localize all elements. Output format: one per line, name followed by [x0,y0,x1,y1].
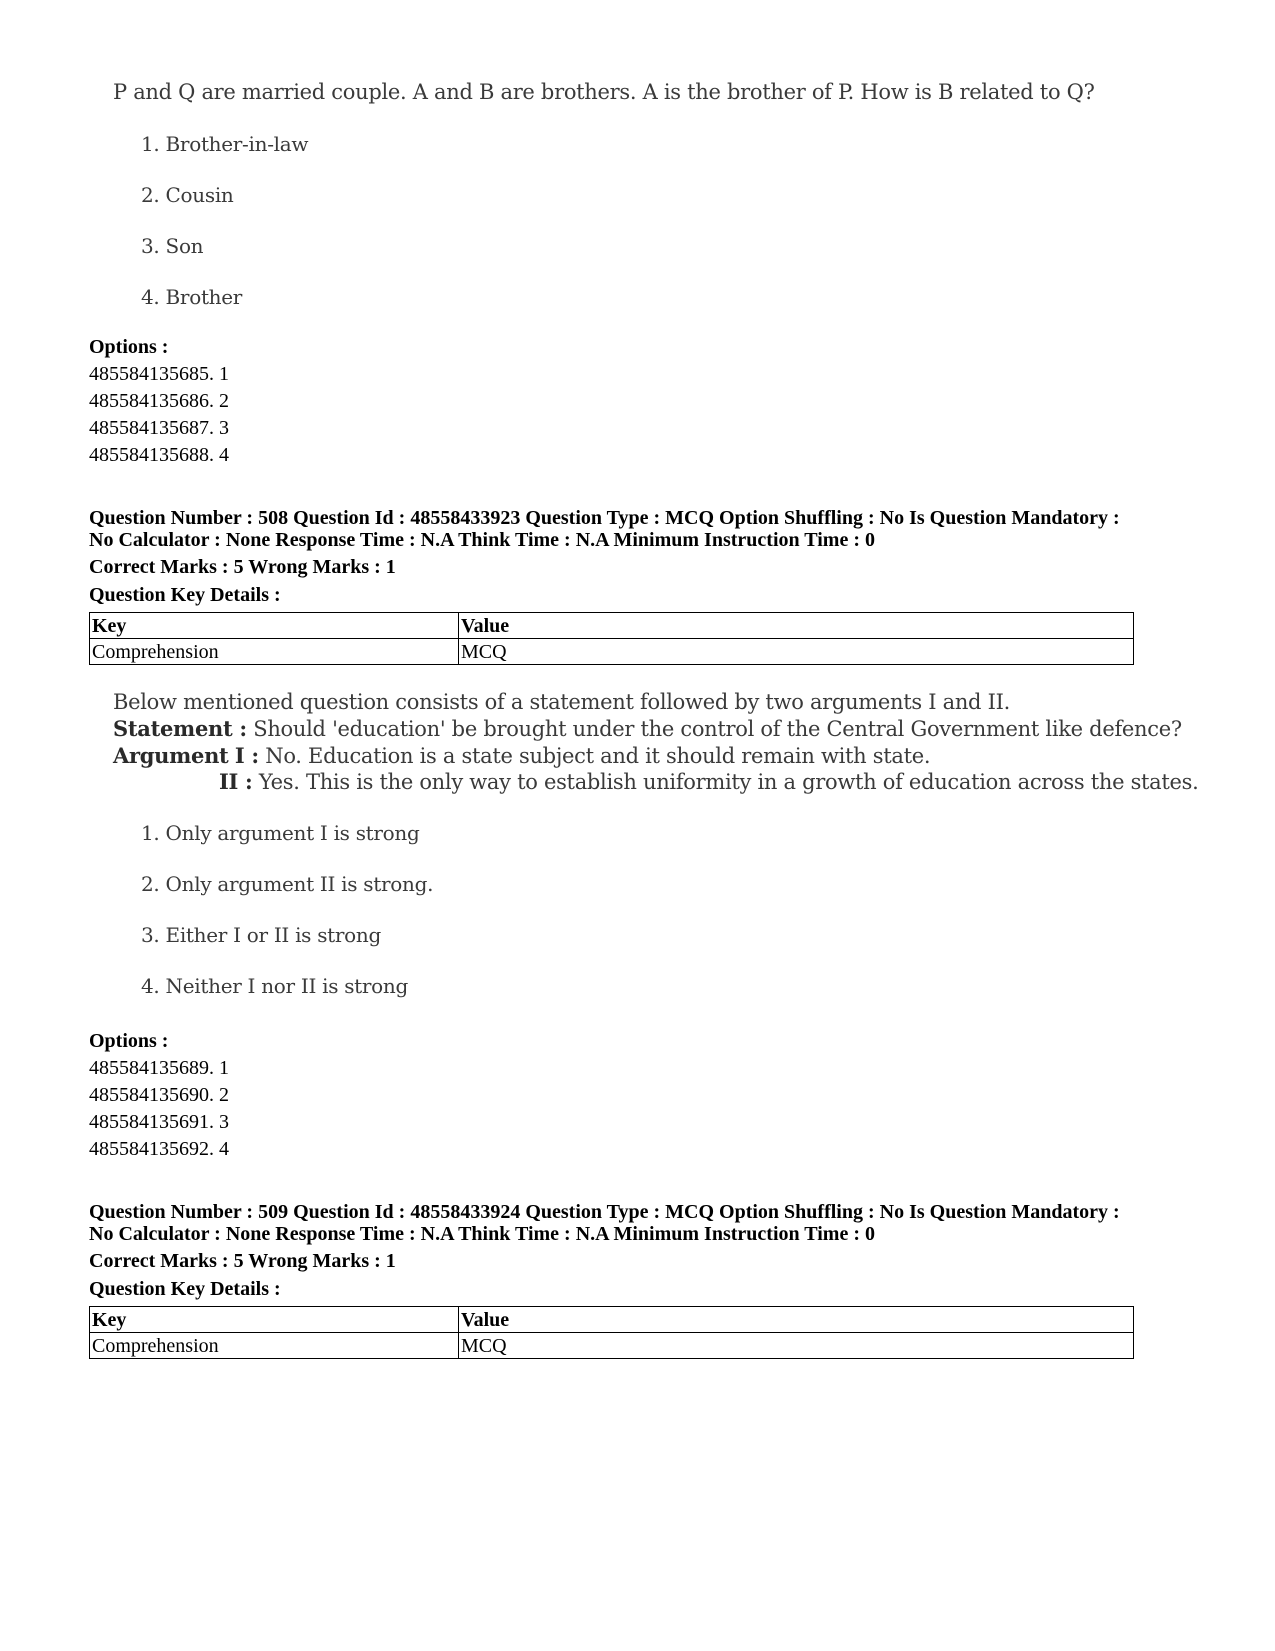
table-header-key: Key [90,1307,459,1333]
option-id: 485584135687. 3 [89,417,229,439]
table-cell-key: Comprehension [90,639,459,665]
statement-label: Statement : [113,716,247,741]
question-statement [113,716,1182,741]
question-meta-line-1: Question Number : 508 Question Id : 48558433923 Question Type : MCQ Option Shuffling : No Is Question Mandatory : [89,507,1120,529]
question-choice-1: 1. Only argument I is strong [141,821,420,845]
question-key-table [89,1306,1134,1359]
option-id: 485584135689. 1 [89,1057,229,1079]
argument-2-label: II : [219,769,253,794]
option-id: 485584135686. 2 [89,390,229,412]
question-meta-line-1: Question Number : 509 Question Id : 48558433924 Question Type : MCQ Option Shuffling : No Is Question Mandatory : [89,1201,1120,1223]
table-header-value: Value [459,613,1134,639]
options-label: Options : [89,336,169,358]
table-header-key: Key [90,613,459,639]
option-id: 485584135691. 3 [89,1111,229,1133]
question-choice-1: 1. Brother-in-law [141,132,309,156]
table-header-value: Value [459,1307,1134,1333]
table-cell-key: Comprehension [90,1333,459,1359]
table-header-row [90,1307,1134,1333]
question-intro: Below mentioned question consists of a statement followed by two arguments I and II. [113,690,1010,714]
question-meta-line-2: No Calculator : None Response Time : N.A Think Time : N.A Minimum Instruction Time : 0 [89,1223,875,1245]
question-key-details-label: Question Key Details : [89,1278,281,1300]
option-id: 485584135685. 1 [89,363,229,385]
statement-text: Should 'education' be brought under the control of the Central Government like defence? [253,717,1182,741]
question-marks: Correct Marks : 5 Wrong Marks : 1 [89,556,396,578]
question-choice-2: 2. Only argument II is strong. [141,872,434,896]
table-header-row [90,613,1134,639]
options-label: Options : [89,1030,169,1052]
question-stem: P and Q are married couple. A and B are brothers. A is the brother of P. How is B related to Q? [113,80,1095,104]
question-choice-4: 4. Brother [141,285,243,309]
question-argument-2 [219,769,1199,794]
table-cell-value: MCQ [459,639,1134,665]
option-id: 485584135692. 4 [89,1138,229,1160]
table-cell-value: MCQ [459,1333,1134,1359]
question-choice-2: 2. Cousin [141,183,234,207]
question-argument-1 [113,743,930,768]
option-id: 485584135688. 4 [89,444,229,466]
argument-1-label: I : [234,743,259,768]
question-choice-3: 3. Son [141,234,204,258]
table-row [90,639,1134,665]
argument-2-text: Yes. This is the only way to establish uniformity in a growth of education across the states. [258,770,1199,794]
question-key-details-label: Question Key Details : [89,584,281,606]
table-row [90,1333,1134,1359]
question-marks: Correct Marks : 5 Wrong Marks : 1 [89,1250,396,1272]
question-meta-line-2: No Calculator : None Response Time : N.A Think Time : N.A Minimum Instruction Time : 0 [89,529,875,551]
argument-1-text: No. Education is a state subject and it should remain with state. [265,744,931,768]
question-choice-3: 3. Either I or II is strong [141,923,381,947]
question-key-table [89,612,1134,665]
argument-label: Argument [113,743,229,768]
option-id: 485584135690. 2 [89,1084,229,1106]
question-choice-4: 4. Neither I nor II is strong [141,974,409,998]
